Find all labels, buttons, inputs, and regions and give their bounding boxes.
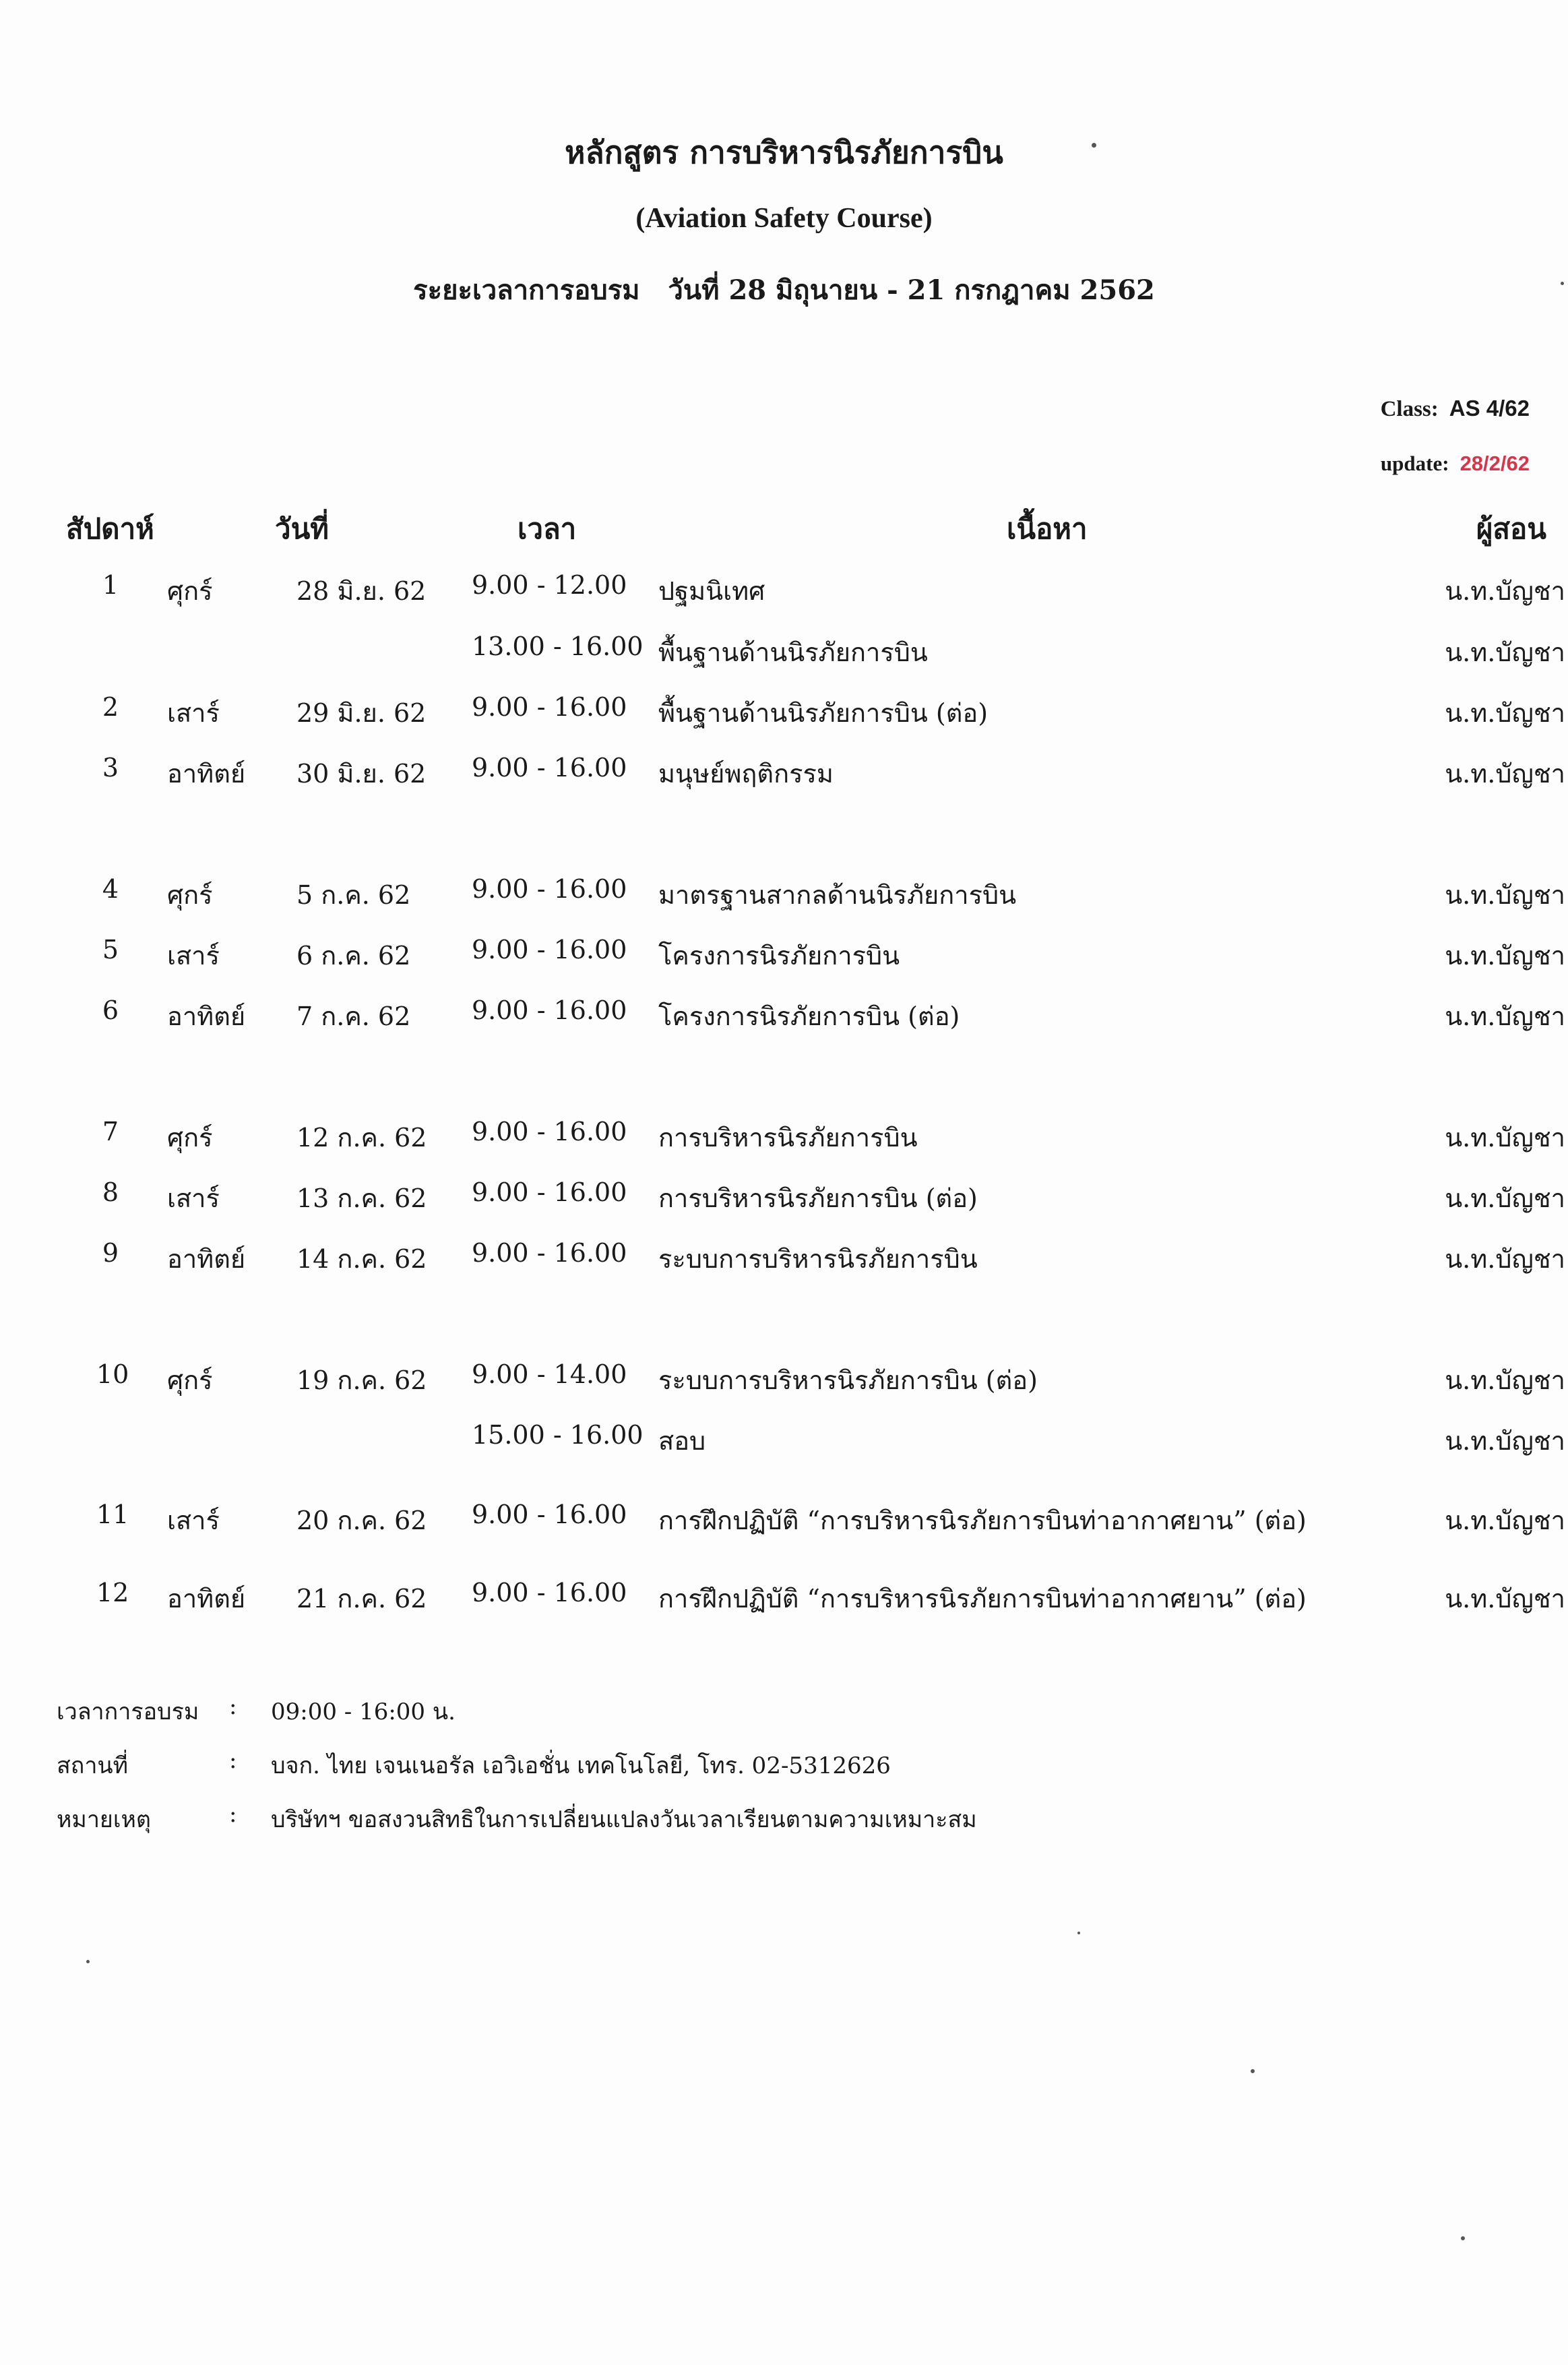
topic: โครงการนิรภัยการบิน [658,941,900,971]
scan-speck [1251,2069,1255,2073]
col-header-date: วันที่ [275,512,329,545]
weekday: อาทิตย์ [167,1584,246,1614]
footer-label: หมายเหตุ [57,1806,151,1833]
time: 9.00 - 16.00 [472,1500,627,1529]
table-row [0,1359,1568,1400]
week-number: 3 [102,753,119,782]
update-value: 28/2/62 [1460,452,1530,475]
instructor: น.ท.บัญชา [1445,1123,1565,1153]
topic: โครงการนิรภัยการบิน (ต่อ) [658,1002,960,1031]
topic: ระบบการบริหารนิรภัยการบิน (ต่อ) [658,1365,1038,1395]
topic: สอบ [658,1426,706,1456]
instructor: น.ท.บัญชา [1445,576,1565,606]
time: 9.00 - 16.00 [472,1238,627,1268]
date: 19 ก.ค. 62 [296,1365,427,1395]
course-title: หลักสูตร การบริหารนิรภัยการบิน [565,134,1003,171]
table-row [0,570,1568,611]
table-row [0,1238,1568,1279]
instructor: น.ท.บัญชา [1445,1365,1565,1395]
topic: ระบบการบริหารนิรภัยการบิน [658,1244,978,1274]
table-row [0,692,1568,733]
table-row [0,1177,1568,1218]
weekday: อาทิตย์ [167,1244,246,1274]
week-number: 12 [96,1578,129,1607]
time: 13.00 - 16.00 [472,632,644,661]
topic: การบริหารนิรภัยการบิน [658,1123,918,1153]
date: 28 มิ.ย. 62 [296,576,427,606]
date: 30 มิ.ย. 62 [296,759,427,789]
scan-speck [86,1960,90,1963]
weekday: ศุกร์ [167,1365,213,1395]
training-period [0,268,1568,311]
date: 5 ก.ค. 62 [296,880,411,910]
instructor: น.ท.บัญชา [1445,941,1565,971]
time: 9.00 - 14.00 [472,1359,627,1389]
topic: การบริหารนิรภัยการบิน (ต่อ) [658,1184,978,1213]
topic: มนุษย์พฤติกรรม [658,759,834,789]
date: 12 ก.ค. 62 [296,1123,427,1153]
footer-colon: : [229,1801,237,1828]
week-number: 7 [102,1117,119,1146]
time: 9.00 - 12.00 [472,570,627,600]
time: 9.00 - 16.00 [472,995,627,1025]
table-row [0,874,1568,915]
instructor: น.ท.บัญชา [1445,759,1565,789]
footer-value: 09:00 - 16:00 น. [271,1698,456,1725]
date: 13 ก.ค. 62 [296,1184,427,1213]
col-header-week: สัปดาห์ [66,512,154,545]
course-subtitle: (Aviation Safety Course) [635,203,933,234]
period-dates: วันที่ 28 มิถุนายน - 21 กรกฎาคม 2562 [668,274,1155,306]
instructor: น.ท.บัญชา [1445,1002,1565,1031]
topic: พื้นฐานด้านนิรภัยการบิน [658,638,928,667]
topic: การฝึกปฏิบัติ “การบริหารนิรภัยการบินท่าอากาศยาน” (ต่อ) [658,1506,1307,1535]
footer-value: บจก. ไทย เจนเนอรัล เอวิเอชั่น เทคโนโลยี, โทร. 02-5312626 [271,1752,891,1779]
footer-label: สถานที่ [57,1752,129,1779]
instructor: น.ท.บัญชา [1445,880,1565,910]
footer-colon: : [229,1747,237,1774]
class-info [1381,395,1530,422]
instructor: น.ท.บัญชา [1445,1426,1565,1456]
time: 9.00 - 16.00 [472,1177,627,1207]
weekday: เสาร์ [167,698,220,728]
update-label: update: [1380,452,1449,475]
time: 15.00 - 16.00 [472,1420,644,1450]
week-number: 1 [102,570,119,600]
scan-speck [1092,143,1096,148]
weekday: ศุกร์ [167,1123,213,1153]
date: 20 ก.ค. 62 [296,1506,427,1535]
weekday: อาทิตย์ [167,759,246,789]
table-row [0,1420,1568,1461]
week-number: 6 [102,995,119,1025]
date: 14 ก.ค. 62 [296,1244,427,1274]
instructor: น.ท.บัญชา [1445,1506,1565,1535]
time: 9.00 - 16.00 [472,935,627,964]
update-info [1381,452,1530,476]
table-row [0,1117,1568,1157]
class-value: AS 4/62 [1449,396,1530,421]
weekday: เสาร์ [167,1506,220,1535]
weekday: ศุกร์ [167,576,213,606]
scan-speck [1461,2236,1465,2240]
week-number: 9 [102,1238,119,1268]
date: 7 ก.ค. 62 [296,1002,411,1031]
weekday: อาทิตย์ [167,1002,246,1031]
instructor: น.ท.บัญชา [1445,638,1565,667]
col-header-time: เวลา [518,512,577,545]
table-row [0,753,1568,793]
table-row [0,935,1568,975]
topic: การฝึกปฏิบัติ “การบริหารนิรภัยการบินท่าอากาศยาน” (ต่อ) [658,1584,1307,1614]
class-label: Class: [1380,397,1439,421]
week-number: 11 [96,1500,129,1529]
week-number: 5 [102,935,119,964]
table-row [0,1500,1568,1540]
footer-label: เวลาการอบรม [57,1698,199,1725]
time: 9.00 - 16.00 [472,874,627,904]
scan-speck [1077,1932,1080,1934]
week-number: 8 [102,1177,119,1207]
footer-colon: : [229,1693,237,1720]
instructor: น.ท.บัญชา [1445,1584,1565,1614]
instructor: น.ท.บัญชา [1445,1184,1565,1213]
time: 9.00 - 16.00 [472,753,627,782]
period-label: ระยะเวลาการอบรม [413,274,640,306]
scan-speck [1561,282,1564,285]
time: 9.00 - 16.00 [472,692,627,722]
time: 9.00 - 16.00 [472,1578,627,1607]
col-header-instructor: ผู้สอน [1476,512,1546,545]
instructor: น.ท.บัญชา [1445,1244,1565,1274]
topic: ปฐมนิเทศ [658,576,765,606]
date: 29 มิ.ย. 62 [296,698,427,728]
table-row [0,632,1568,672]
topic: มาตรฐานสากลด้านนิรภัยการบิน [658,880,1017,910]
table-row [0,995,1568,1036]
weekday: ศุกร์ [167,880,213,910]
topic: พื้นฐานด้านนิรภัยการบิน (ต่อ) [658,698,989,728]
time: 9.00 - 16.00 [472,1117,627,1146]
table-row [0,1578,1568,1618]
date: 21 ก.ค. 62 [296,1584,427,1614]
instructor: น.ท.บัญชา [1445,698,1565,728]
footer-value: บริษัทฯ ขอสงวนสิทธิในการเปลี่ยนแปลงวันเวลาเรียนตามความเหมาะสม [271,1806,977,1833]
date: 6 ก.ค. 62 [296,941,411,971]
weekday: เสาร์ [167,941,220,971]
week-number: 2 [102,692,119,722]
week-number: 10 [96,1359,129,1389]
week-number: 4 [102,874,119,904]
weekday: เสาร์ [167,1184,220,1213]
col-header-topic: เนื้อหา [1007,512,1088,545]
